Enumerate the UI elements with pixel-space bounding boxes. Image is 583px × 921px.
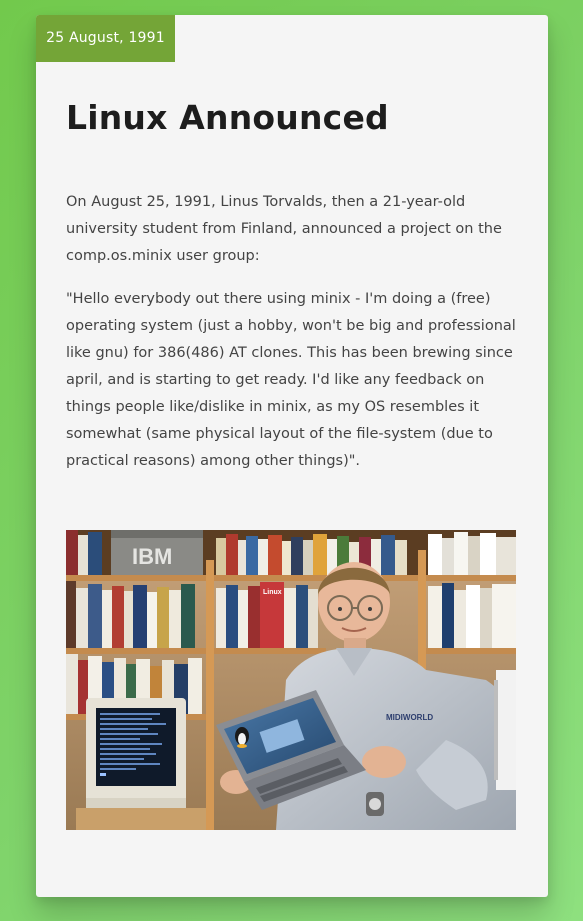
shirt-logo: MIDIWORLD: [386, 713, 434, 722]
photo-illustration: [66, 530, 516, 830]
article-card: [36, 15, 548, 897]
intro-paragraph: On August 25, 1991, Linus Torvalds, then a 21-year-old university student from Finland, announced a project on the comp.os.minix user group:: [66, 194, 502, 264]
linux-book-label: Linux: [263, 589, 282, 596]
date-badge: 25 August, 1991: [36, 15, 175, 62]
article-photo: [66, 530, 516, 830]
quote-paragraph: "Hello everybody out there using minix - I'm doing a (free) operating system (just a hobby, won't be big and professional like gnu) for 386(486) AT clones. This has been brewing since april, and is starting to get ready. I'd like any feedback on things people like/dislike in minix, as my OS resembles it somewhat (same physical layout of the file-system (due to practical reasons) among other things)".: [66, 291, 516, 469]
article-title: Linux Announced: [66, 98, 389, 137]
ibm-box-logo: IBM: [132, 544, 173, 569]
article-body: [66, 189, 518, 491]
